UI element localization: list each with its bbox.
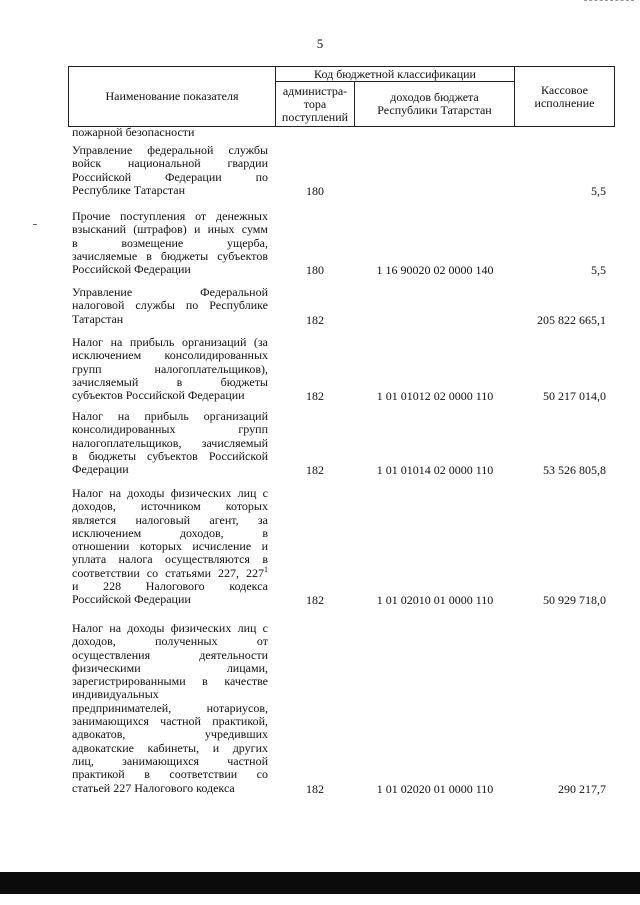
row-amount: 5,5 (591, 263, 606, 278)
indicator-name-line: доходов, полученных от (72, 634, 268, 649)
indicator-name-line: Российской Федерации по (72, 169, 268, 184)
row-indicator-name (72, 210, 268, 276)
indicator-name-line: Российской Федерации (72, 262, 191, 277)
indicator-name-line: отношении которых исчисление и (72, 539, 268, 554)
indicator-name-line: исключением консолидированных (72, 348, 268, 363)
indicator-name-line: практикой в соответствии со (72, 767, 268, 782)
header-amount-line: исполнение (534, 95, 595, 110)
row-admin-code: 180 (306, 263, 324, 278)
row-amount: 50 929 718,0 (543, 593, 606, 608)
indicator-name-line: налогоплательщиков, зачисляемый (72, 435, 268, 450)
row-admin-code: 182 (306, 593, 324, 608)
row-amount: 290 217,7 (558, 781, 606, 796)
row-indicator-name (72, 126, 268, 139)
superscript-note: 1 (264, 564, 268, 574)
indicator-name-line: зачисляемый в бюджеты (72, 374, 268, 389)
indicator-name-line: Республике Татарстан (72, 182, 186, 197)
row-indicator-name (72, 286, 268, 326)
indicator-name-line: субъектов Российской Федерации (72, 388, 245, 403)
indicator-name-line: Налог на доходы физических лиц с (72, 621, 268, 635)
indicator-name-line: Налог на доходы физических лиц с (72, 486, 268, 500)
row-income-code: 1 01 01012 02 0000 110 (376, 389, 494, 404)
indicator-name-line: зарегистрированными в качестве (72, 674, 268, 689)
page-number: 5 (316, 36, 324, 51)
indicator-name-line: в бюджеты субъектов Российской (72, 448, 268, 463)
row-amount: 205 822 665,1 (537, 312, 606, 327)
row-indicator-name (72, 410, 268, 476)
indicator-name-line: физическими лицами, (72, 660, 268, 675)
header-name-column: Наименование показателя (69, 67, 276, 127)
indicator-name-line: консолидированных групп (72, 422, 268, 437)
indicator-name-line: Федерации (72, 462, 129, 477)
indicator-name-line: предпринимателей, нотариусов, (72, 700, 268, 715)
indicator-name-line: налоговой службы по Республике (72, 298, 268, 313)
header-amount-line: Кассовое (541, 82, 588, 97)
indicator-name-line: Налог на прибыль организаций (за (72, 335, 268, 349)
margin-mark (33, 224, 37, 225)
indicator-name-line: Российской Федерации (72, 592, 191, 607)
row-admin-code: 182 (306, 389, 324, 404)
header-amount-column (515, 67, 615, 127)
indicator-name-line: индивидуальных (72, 687, 159, 702)
indicator-name-line: Управление Федеральной (72, 285, 268, 299)
indicator-name-line: соответствии со статьями 227, $227^1$ (72, 564, 268, 580)
row-amount: 53 526 805,8 (543, 463, 606, 478)
row-indicator-name (72, 487, 268, 607)
indicator-name-line: Татарстан (72, 311, 124, 326)
indicator-name-line: пожарной безопасности (72, 125, 195, 139)
header-admin-line: тора (303, 96, 327, 111)
indicator-name-line: зачисляемые в бюджеты субъектов (72, 248, 268, 263)
row-amount: 50 217 014,0 (543, 389, 606, 404)
indicator-name-line: групп налогоплательщиков), (72, 361, 268, 376)
header-income-line: Республики Татарстан (377, 103, 492, 117)
row-income-code: 1 01 01014 02 0000 110 (376, 463, 494, 478)
indicator-name-line: и 228 Налогового кодекса (72, 579, 268, 594)
row-income-code: 1 01 02010 01 0000 110 (376, 593, 494, 608)
row-indicator-name (72, 144, 268, 197)
indicator-name-line: исключением доходов, в (72, 525, 268, 540)
indicator-name-line: доходов, источником которых (72, 499, 268, 514)
row-indicator-name (72, 336, 268, 402)
row-admin-code: 180 (306, 183, 324, 198)
header-income-column (355, 82, 515, 127)
header-income-line: доходов бюджета (390, 90, 479, 104)
row-admin-code: 182 (306, 312, 324, 327)
row-income-code: 1 16 90020 02 0000 140 (376, 263, 494, 278)
header-admin-line: поступлений (281, 109, 349, 124)
table-header (68, 66, 615, 127)
row-admin-code: 182 (306, 463, 324, 478)
header-code-group: Код бюджетной классификации (276, 67, 515, 82)
row-admin-code: 182 (306, 781, 324, 796)
row-amount: 5,5 (591, 183, 606, 198)
row-indicator-name (72, 622, 268, 795)
indicator-name-line: занимающихся частной практикой, (72, 714, 268, 729)
corner-scan-mark (584, 0, 634, 4)
row-income-code: 1 01 02020 01 0000 110 (376, 781, 494, 796)
indicator-name-line: в возмещение ущерба, (72, 235, 268, 250)
indicator-name-line: Управление федеральной службы (72, 143, 268, 157)
indicator-name-line: войск национальной гвардии (72, 156, 268, 171)
scan-bottom-border (0, 872, 640, 894)
indicator-name-line: статьей 227 Налогового кодекса (72, 780, 235, 795)
indicator-name-line: адвокатов, учредивших (72, 727, 268, 742)
header-admin-line: администра- (282, 83, 348, 98)
indicator-name-line: Налог на прибыль организаций (72, 409, 268, 423)
indicator-name-line: взысканий (штрафов) и иных сумм (72, 222, 268, 237)
indicator-name-line: Прочие поступления от денежных (72, 209, 268, 223)
indicator-name-line: осуществления деятельности (72, 647, 268, 662)
indicator-name-line: уплата налога осуществляются в (72, 552, 268, 567)
indicator-name-line: является налоговый агент, за (72, 512, 268, 527)
indicator-name-line: лиц, занимающихся частной (72, 753, 268, 768)
header-admin-column (276, 82, 355, 127)
indicator-name-line: адвокатские кабинеты, и других (72, 740, 268, 755)
